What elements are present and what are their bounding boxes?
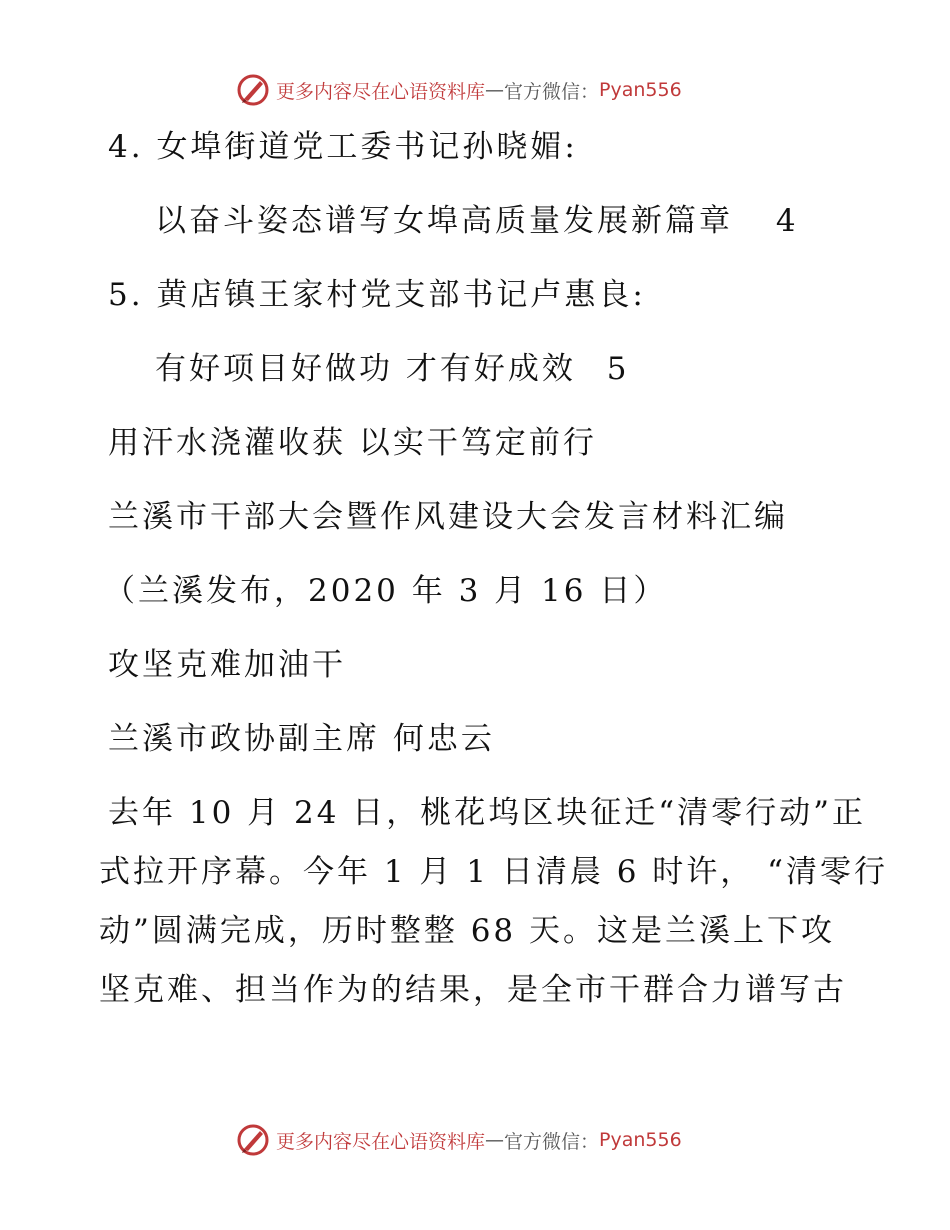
- banner-wechat: Pyan556: [599, 1129, 682, 1151]
- toc-heading: 黄店镇王家村党支部书记卢惠良:: [156, 277, 646, 313]
- banner-text: 更多内容尽在心语资料库: [276, 1130, 486, 1153]
- banner-text: 更多内容尽在心语资料库: [276, 80, 486, 103]
- banner-label: 官方微信：: [504, 80, 600, 103]
- paragraph-line: 动”圆满完成，历时整整 68 天。这是兰溪上下攻: [99, 913, 836, 949]
- toc-title: 以奋斗姿态谱写女埠高质量发展新篇章: [155, 203, 733, 239]
- quill-logo-icon: [236, 1123, 270, 1157]
- quill-logo-icon: [236, 73, 270, 107]
- body-line-collection-title: 兰溪市干部大会暨作风建设大会发言材料汇编: [108, 499, 788, 535]
- body-line-headline: 用汗水浇灌收获 以实干笃定前行: [108, 425, 597, 461]
- toc-number: 4.: [108, 129, 144, 165]
- paragraph-line: 式拉开序幕。今年 1 月 1 日清晨 6 时许， “清零行: [99, 854, 888, 890]
- footer-banner: [236, 1120, 682, 1160]
- toc-page: 5: [606, 351, 630, 387]
- toc-item-4-title[interactable]: [155, 201, 799, 241]
- toc-heading: 女埠街道党工委书记孙晓媚:: [156, 129, 578, 165]
- header-banner: [236, 70, 682, 110]
- toc-item-4-heading: [108, 127, 578, 167]
- banner-label: 官方微信：: [504, 1130, 600, 1153]
- body-line-source: （兰溪发布，2020 年 3 月 16 日）: [104, 573, 668, 609]
- toc-title: 有好项目好做功 才有好成效: [155, 351, 576, 387]
- paragraph-line: 坚克难、担当作为的结果，是全市干群合力谱写古: [99, 972, 847, 1008]
- banner-separator: —: [485, 79, 505, 101]
- body-line-speech-title: 攻坚克难加油干: [108, 647, 346, 683]
- toc-page: 4: [775, 203, 799, 239]
- toc-number: 5.: [108, 277, 144, 313]
- body-line-speaker: 兰溪市政协副主席 何忠云: [108, 721, 495, 757]
- toc-item-5-title[interactable]: [155, 349, 629, 389]
- banner-separator: —: [485, 1129, 505, 1151]
- toc-item-5-heading: [108, 275, 646, 315]
- banner-wechat: Pyan556: [599, 79, 682, 101]
- paragraph-line: 去年 10 月 24 日，桃花坞区块征迁“清零行动”正: [108, 795, 867, 831]
